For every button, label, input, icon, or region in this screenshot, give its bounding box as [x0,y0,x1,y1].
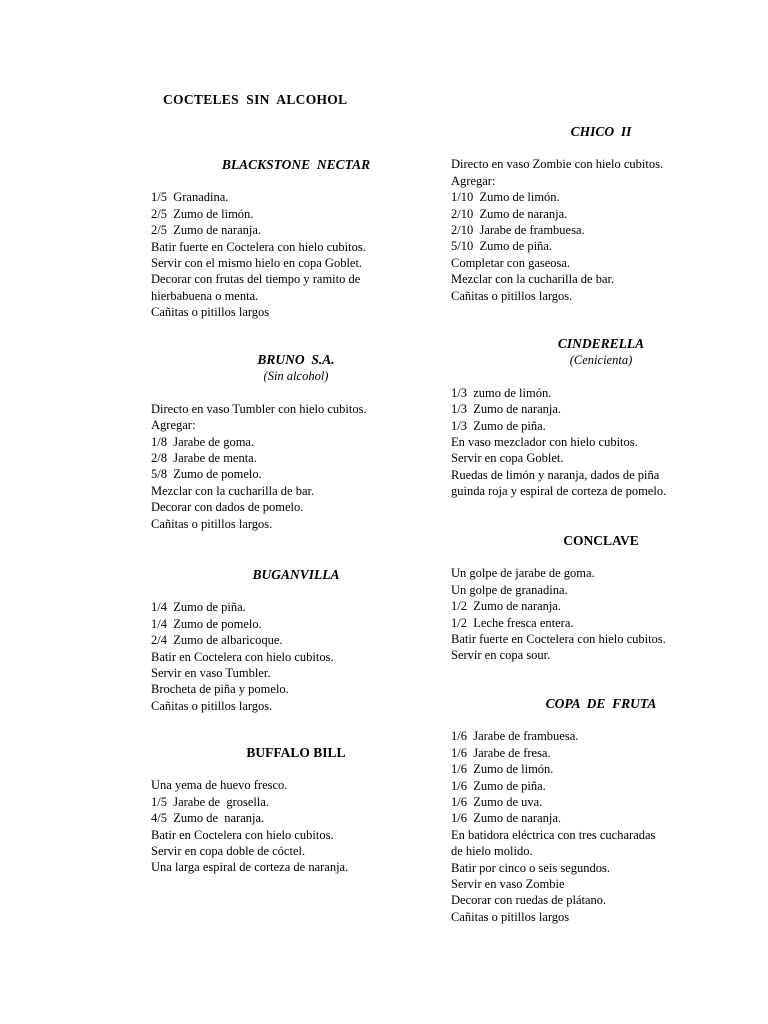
recipe-line: Mezclar con la cucharilla de bar. [451,272,615,287]
recipe-title: CHICO II [570,124,632,139]
recipe-line: Servir en copa sour. [451,648,551,663]
recipe-line: 1/3 Zumo de piña. [451,418,546,433]
recipe-title: BRUNO S.A. [257,352,335,367]
recipe-line: Cañitas o pitillos largos. [451,288,573,303]
recipe-line: Cañitas o pitillos largos [151,305,270,320]
recipe-buganvilla [151,567,441,714]
recipe-line: 1/2 Zumo de naranja. [451,599,562,614]
recipe-line: 1/5 Granadina. [151,190,229,205]
page-title: COCTELES SIN ALCOHOL [163,92,348,107]
recipe-conclave [451,533,751,664]
recipe-line: 1/6 Jarabe de frambuesa. [451,729,579,744]
recipe-line: 2/5 Zumo de naranja. [151,223,262,238]
recipe-line: 1/8 Jarabe de goma. [151,434,255,449]
recipe-line: Servir en copa Goblet. [451,451,564,466]
recipe-line: 2/4 Zumo de albaricoque. [151,633,283,648]
recipe-subtitle: (Sin alcohol) [263,369,329,384]
recipe-line: Mezclar con la cucharilla de bar. [151,483,315,498]
recipe-title: BLACKSTONE NECTAR [221,157,371,172]
recipe-line: 2/10 Jarabe de frambuesa. [451,223,585,238]
recipe-line: hierbabuena o menta. [151,288,259,303]
recipe-line: 1/3 zumo de limón. [451,385,552,400]
recipe-line: Batir en Coctelera con hielo cubitos. [151,649,334,664]
recipe-subtitle: (Cenicienta) [569,353,633,368]
recipe-line: Servir en vaso Tumbler. [151,666,271,681]
recipe-line: Directo en vaso Tumbler con hielo cubitos. [151,401,367,416]
recipe-line: Batir en Coctelera con hielo cubitos. [151,827,334,842]
recipe-line: Decorar con frutas del tiempo y ramito de [151,272,361,287]
recipe-line: Cañitas o pitillos largos. [151,516,273,531]
recipe-line: 2/10 Zumo de naranja. [451,206,568,221]
recipe-title: CINDERELLA [557,336,645,351]
recipe-line: de hielo molido. [451,844,533,859]
recipe-blackstone-nectar [151,157,441,321]
recipe-line: Ruedas de limón y naranja, dados de piña [451,467,660,482]
recipe-line: 1/10 Zumo de limón. [451,190,560,205]
recipe-line: Decorar con ruedas de plátano. [451,893,607,908]
recipe-line: 5/10 Zumo de piña. [451,239,553,254]
recipe-line: guinda roja y espiral de corteza de pomelo. [451,484,667,499]
recipe-line: Batir por cinco o seis segundos. [451,860,611,875]
recipe-buffalo-bill [151,745,441,876]
recipe-chico-ii [451,124,751,304]
recipe-line: Batir fuerte en Coctelera con hielo cubitos. [151,239,366,254]
recipe-line: 1/6 Zumo de naranja. [451,811,562,826]
recipe-line: 2/5 Zumo de limón. [151,206,254,221]
recipe-line: 1/5 Jarabe de grosella. [151,794,270,809]
recipe-line: Cañitas o pitillos largos [451,909,570,924]
recipe-title: COPA DE FRUTA [545,696,657,711]
recipe-title: BUGANVILLA [252,567,340,582]
recipe-copa-de-fruta [451,696,751,925]
recipe-line: 1/3 Zumo de naranja. [451,402,562,417]
recipe-title: BUFFALO BILL [246,745,346,760]
recipe-line: Un golpe de jarabe de goma. [451,566,595,581]
recipe-line: Directo en vaso Zombie con hielo cubitos. [451,157,664,172]
recipe-line: Servir en copa doble de cóctel. [151,844,306,859]
recipe-line: En batidora eléctrica con tres cucharadas [451,827,656,842]
recipe-line: Una larga espiral de corteza de naranja. [151,860,349,875]
recipe-cinderella [451,336,751,500]
recipe-line: 1/6 Zumo de piña. [451,778,546,793]
recipe-line: 1/6 Zumo de uva. [451,795,543,810]
recipe-line: Un golpe de granadina. [451,582,568,597]
recipe-line: Servir en vaso Zombie [451,877,565,892]
recipe-line: 1/6 Zumo de limón. [451,762,554,777]
recipe-line: 5/8 Zumo de pomelo. [151,467,262,482]
recipe-line: En vaso mezclador con hielo cubitos. [451,435,638,450]
recipe-line: Una yema de huevo fresco. [151,778,288,793]
recipe-line: 1/2 Leche fresca entera. [451,615,574,630]
recipe-line: Agregar: [151,418,196,433]
recipe-line: 1/4 Zumo de pomelo. [151,616,262,631]
recipe-line: Agregar: [451,173,496,188]
recipe-line: 1/6 Jarabe de fresa. [451,745,551,760]
recipe-line: Brocheta de piña y pomelo. [151,682,289,697]
recipe-bruno-sa [151,352,441,532]
recipe-line: Decorar con dados de pomelo. [151,500,304,515]
recipe-title: CONCLAVE [563,533,639,548]
recipe-line: 1/4 Zumo de piña. [151,600,246,615]
recipe-line: Batir fuerte en Coctelera con hielo cubitos. [451,632,666,647]
recipe-line: Servir con el mismo hielo en copa Goblet. [151,256,363,271]
recipe-line: Cañitas o pitillos largos. [151,698,273,713]
recipe-line: 4/5 Zumo de naranja. [151,811,265,826]
recipe-line: Completar con gaseosa. [451,255,571,270]
recipe-line: 2/8 Jarabe de menta. [151,451,257,466]
